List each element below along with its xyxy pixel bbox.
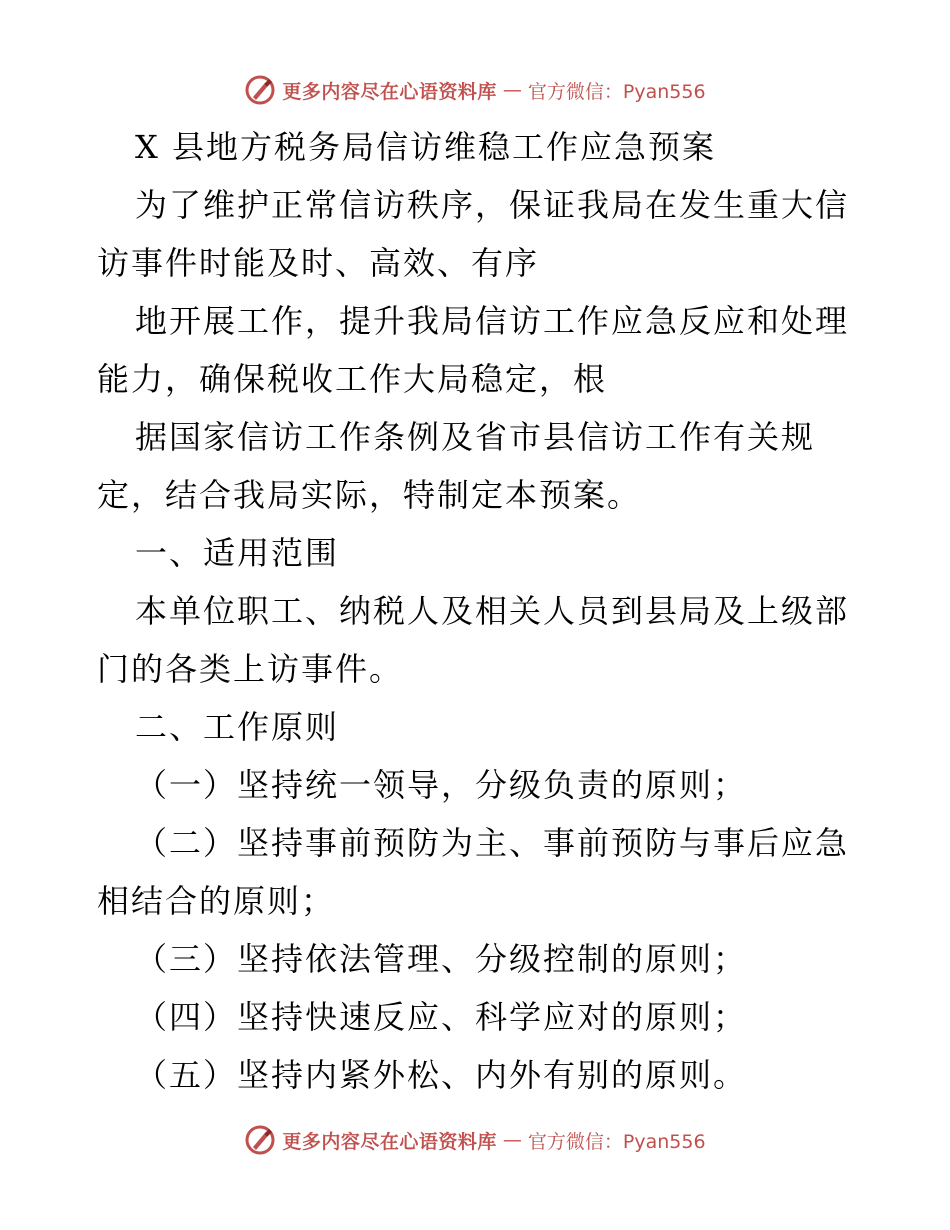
- watermark-brand-text: 更多内容尽在心语资料库: [282, 80, 497, 103]
- paragraph-line: 为了维护正常信访秩序，保证我局在发生重大信: [135, 186, 850, 224]
- watermark-brand-text: 更多内容尽在心语资料库: [282, 1130, 497, 1153]
- section-heading: 一、适用范围: [135, 534, 340, 572]
- document-title: X 县地方税务局信访维稳工作应急预案: [135, 128, 716, 166]
- watermark-suffix-text: 官方微信：Pyan556: [527, 80, 706, 103]
- section-heading: 二、工作原则: [135, 708, 340, 746]
- paragraph-line: 地开展工作，提升我局信访工作应急反应和处理: [135, 302, 850, 340]
- paragraph-line: 能力，确保税收工作大局稳定，根: [97, 360, 608, 398]
- paragraph-line: 本单位职工、纳税人及相关人员到县局及上级部: [135, 592, 850, 630]
- principle-item: （五）坚持内紧外松、内外有别的原则。: [135, 1056, 748, 1094]
- principle-item: 相结合的原则；: [97, 882, 336, 920]
- footer-watermark: [0, 1122, 950, 1158]
- watermark-suffix-text: 官方微信：Pyan556: [527, 1130, 706, 1153]
- header-watermark: [0, 72, 950, 108]
- principle-item: （二）坚持事前预防为主、事前预防与事后应急: [135, 824, 850, 862]
- document-body: [97, 118, 867, 1104]
- principle-item: （三）坚持依法管理、分级控制的原则；: [135, 940, 748, 978]
- principle-item: （四）坚持快速反应、科学应对的原则；: [135, 998, 748, 1036]
- watermark-dash: —: [502, 1129, 522, 1151]
- pen-logo-icon: [244, 1124, 276, 1156]
- principle-item: （一）坚持统一领导，分级负责的原则；: [135, 766, 748, 804]
- paragraph-line: 定，结合我局实际，特制定本预案。: [97, 476, 642, 514]
- watermark-dash: —: [502, 79, 522, 101]
- pen-logo-icon: [244, 74, 276, 106]
- paragraph-line: 门的各类上访事件。: [97, 650, 404, 688]
- paragraph-line: 访事件时能及时、高效、有序: [97, 244, 540, 282]
- paragraph-line: 据国家信访工作条例及省市县信访工作有关规: [135, 418, 816, 456]
